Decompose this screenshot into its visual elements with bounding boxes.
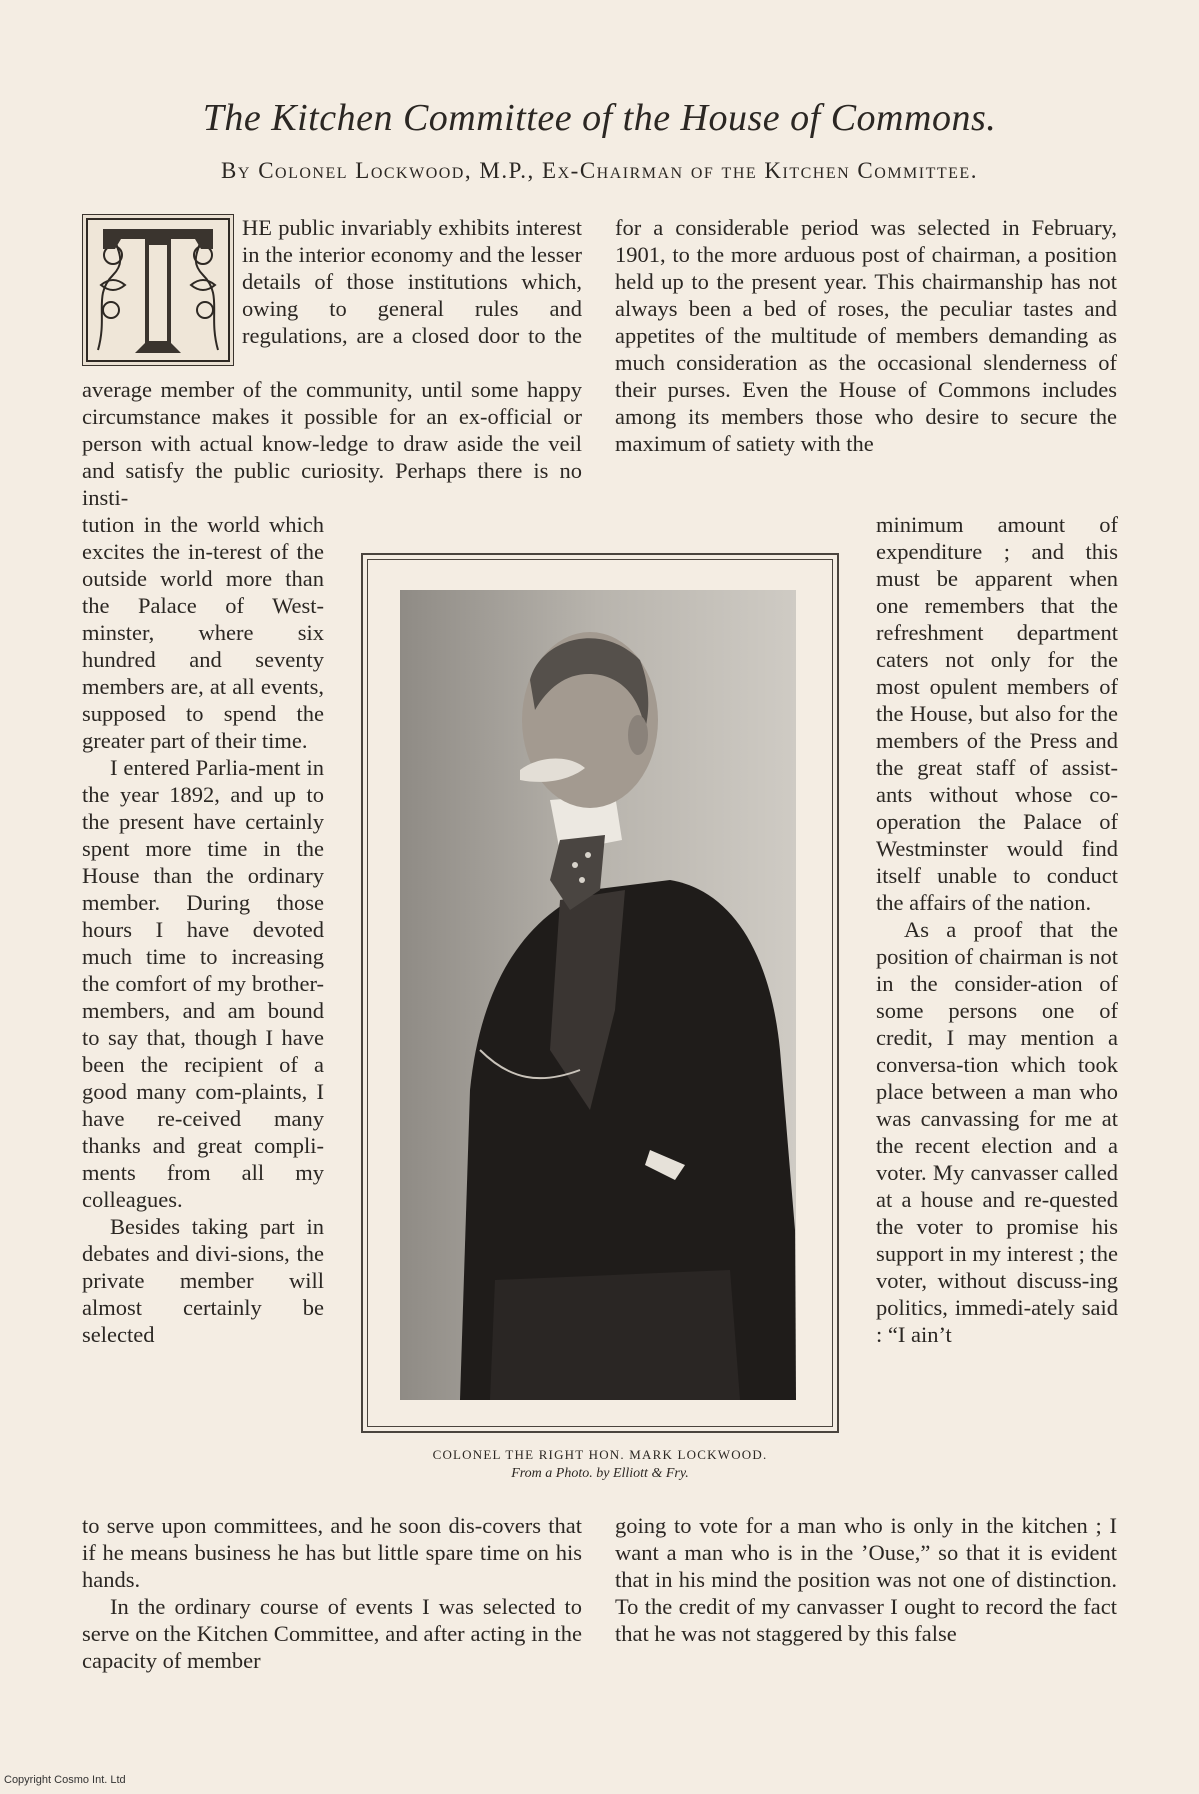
left-lead-text [242, 214, 582, 349]
paragraph: Besides taking part in debates and divi-sions, the private member will almost certainly be selected [82, 1214, 324, 1347]
drop-cap-ornament [82, 214, 234, 366]
right-full-text-2 [615, 1512, 1117, 1647]
left-full-text-1 [82, 376, 582, 511]
article-title: The Kitchen Committee of the House of Commons. [202, 97, 997, 139]
left-narrow-text [82, 511, 324, 1348]
paragraph: going to vote for a man who is only in the kitchen ; I want a man who is in the ’Ouse,” so that it is evident that in his mind the position was not one of distinction. To the credit of my canvasser I ought to record the fact that he was not staggered by this false [615, 1513, 1117, 1646]
drop-cap-t-icon [83, 215, 233, 365]
paragraph: tution in the world which excites the in-terest of the outside world more than the Palace of West-minster, where six hundred and seventy members are, at all events, supposed to spend the greater part of their time. [82, 512, 324, 753]
right-narrow-text [876, 511, 1118, 1348]
portrait-photo [400, 590, 796, 1400]
paragraph: I entered Parlia-ment in the year 1892, and up to the present have certainly spent more time in the House than the ordinary member. During those hours I have devoted much time to increasing the comfort of my brother-members, and am bound to say that, though I have been the recipient of a good many com-plaints, I have re-ceived many thanks and great compli-ments from all my colleagues. [82, 755, 324, 1212]
paragraph: As a proof that the position of chairman is not in the consider-ation of some persons one of credit, I may mention a conversa-tion which took place between a man who was canvassing for me at the recent election and a voter. My canvasser called at a house and re-quested the voter to promise his support in my interest ; the voter, without discuss-ing politics, immedi-ately said : “I ain’t [876, 917, 1118, 1347]
paragraph: minimum amount of expenditure ; and this must be apparent when one remembers that the refreshment department caters not only for the most opulent members of the House, but also for the members of the Press and the great staff of assist-ants without whose co-operation the Palace of Westminster would find itself unable to conduct the affairs of the nation. [876, 512, 1118, 915]
paragraph: In the ordinary course of events I was selected to serve on the Kitchen Committee, and after acting in the capacity of member [82, 1594, 582, 1673]
paragraph: for a considerable period was selected in February, 1901, to the more arduous post of chairman, a position held up to the present year. This chairmanship has not always been a bed of roses, the peculiar tastes and appetites of the multitude of members demanding as much consideration as the occasional slenderness of their purses. Even the House of Commons includes among its members those who desire to secure the maximum of satiety with the [615, 215, 1117, 456]
figure-caption: COLONEL THE RIGHT HON. MARK LOCKWOOD. [432, 1447, 768, 1462]
left-full-text-2 [82, 1512, 582, 1674]
lead-paragraph-start: HE public invariably exhibits interest in the interior economy and the lesser details of those institutions which, owing to general rules and regulations, are a closed door to the [242, 215, 582, 348]
paragraph: to serve upon committees, and he soon dis-covers that if he means business he has but little spare time on his hands. [82, 1513, 582, 1592]
figure-credit: From a Photo. by Elliott & Fry. [511, 1466, 689, 1481]
copyright-notice: Copyright Cosmo Int. Ltd [4, 1774, 126, 1786]
paragraph: average member of the community, until some happy circumstance makes it possible for an ex-official or person with actual know-ledge to draw aside the veil and satisfy the public curiosity. Perhaps there is no insti- [82, 377, 582, 510]
portrait-figure-icon [400, 590, 796, 1400]
right-full-text-1 [615, 214, 1117, 457]
article-byline: By Colonel Lockwood, M.P., Ex-Chairman of the Kitchen Committee. [221, 158, 978, 183]
